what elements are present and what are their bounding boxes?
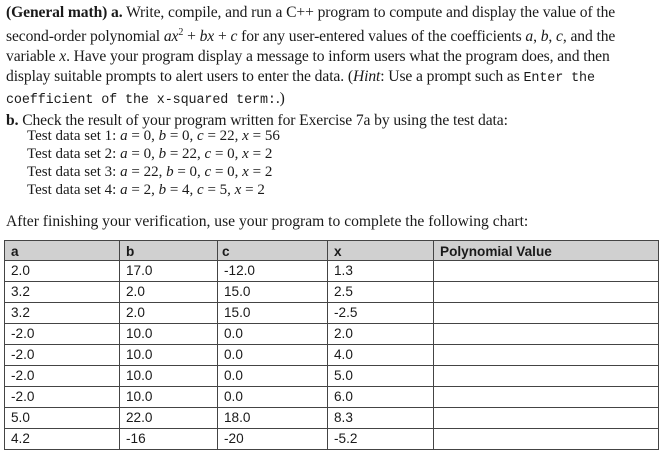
cell-b: 2.0 — [120, 282, 218, 303]
cell-c: 0.0 — [218, 387, 328, 408]
part-a-text-5: : Use a prompt such as — [380, 68, 520, 86]
cell-a: -2.0 — [5, 324, 120, 345]
part-a-text-6: .) — [275, 90, 285, 108]
cell-a: 2.0 — [5, 261, 120, 282]
table-row — [5, 261, 659, 282]
prompt-code: Enter the coefficient of the x-squared term: — [6, 71, 595, 109]
chart-instruction: After finishing your verification, use your program to complete the following chart: — [6, 213, 529, 230]
table-row — [5, 324, 659, 345]
cell-x: 6.0 — [328, 387, 434, 408]
table-row — [5, 282, 659, 303]
cell-polynomial-value — [434, 408, 659, 429]
cell-polynomial-value — [434, 324, 659, 345]
cell-x: -2.5 — [328, 303, 434, 324]
test-data-set: Test data set 2: a = 0, b = 22, c = 0, x = 2 — [27, 146, 273, 162]
cell-b: 10.0 — [120, 345, 218, 366]
cell-c: 0.0 — [218, 366, 328, 387]
cell-b: -16 — [120, 429, 218, 450]
test-data-set: Test data set 1: a = 0, b = 0, c = 22, x = 56 — [27, 128, 280, 144]
cell-polynomial-value — [434, 282, 659, 303]
cell-x: 4.0 — [328, 345, 434, 366]
poly-exponent: 2 — [178, 27, 184, 38]
table-row — [5, 408, 659, 429]
cell-a: 4.2 — [5, 429, 120, 450]
table-row — [5, 303, 659, 324]
cell-a: -2.0 — [5, 345, 120, 366]
polynomial-chart — [4, 240, 659, 450]
cell-polynomial-value — [434, 429, 659, 450]
cell-polynomial-value — [434, 366, 659, 387]
cell-c: -20 — [218, 429, 328, 450]
poly-term-b: bx — [199, 28, 215, 46]
poly-plus-1: + — [187, 28, 196, 46]
table-row — [5, 366, 659, 387]
cell-c: 0.0 — [218, 324, 328, 345]
cell-x: 2.5 — [328, 282, 434, 303]
part-a-text-3: , and the variable — [6, 28, 616, 66]
cell-polynomial-value — [434, 261, 659, 282]
header-polynomial-value: Polynomial Value — [434, 241, 659, 261]
chart-header-row — [5, 241, 659, 261]
part-b-text: Check the result of your program written for Exercise 7a by using the test data: — [22, 112, 508, 130]
cell-c: 15.0 — [218, 303, 328, 324]
cell-b: 17.0 — [120, 261, 218, 282]
cell-x: 2.0 — [328, 324, 434, 345]
header-x: x — [328, 241, 434, 261]
exercise-paragraph — [6, 3, 656, 131]
comma-1: , — [533, 28, 537, 46]
cell-x: 5.0 — [328, 366, 434, 387]
cell-x: 8.3 — [328, 408, 434, 429]
test-data-list — [27, 127, 280, 199]
cell-b: 2.0 — [120, 303, 218, 324]
coef-c: c — [556, 28, 563, 46]
cell-a: -2.0 — [5, 366, 120, 387]
table-row — [5, 387, 659, 408]
cell-polynomial-value — [434, 303, 659, 324]
cell-a: 3.2 — [5, 303, 120, 324]
cell-x: 1.3 — [328, 261, 434, 282]
part-a-text-1: Write, compile, and run a C++ program to compute and display the value of the second-order polynomial — [6, 4, 616, 46]
coef-b: b — [540, 28, 549, 46]
poly-term-a: ax — [163, 28, 179, 46]
comma-2: , — [548, 28, 553, 46]
header-b: b — [120, 241, 218, 261]
cell-c: -12.0 — [218, 261, 328, 282]
coef-a: a — [525, 28, 534, 46]
poly-plus-2: + — [217, 28, 227, 46]
cell-c: 18.0 — [218, 408, 328, 429]
cell-b: 22.0 — [120, 408, 218, 429]
hint-label: Hint — [352, 68, 381, 86]
cell-x: -5.2 — [328, 429, 434, 450]
cell-polynomial-value — [434, 387, 659, 408]
cell-c: 0.0 — [218, 345, 328, 366]
cell-a: -2.0 — [5, 387, 120, 408]
header-a: a — [5, 241, 120, 261]
cell-b: 10.0 — [120, 366, 218, 387]
table-row — [5, 429, 659, 450]
variable-x: x — [59, 48, 67, 66]
cell-a: 3.2 — [5, 282, 120, 303]
cell-polynomial-value — [434, 345, 659, 366]
part-b-lead: b. — [6, 112, 19, 130]
cell-b: 10.0 — [120, 324, 218, 345]
part-a-lead: (General math) a. — [6, 4, 123, 21]
table-row — [5, 345, 659, 366]
cell-c: 15.0 — [218, 282, 328, 303]
cell-a: 5.0 — [5, 408, 120, 429]
test-data-set: Test data set 3: a = 22, b = 0, c = 0, x = 2 — [27, 164, 273, 180]
poly-term-c: c — [230, 28, 238, 46]
header-c: c — [218, 241, 328, 261]
test-data-set: Test data set 4: a = 2, b = 4, c = 5, x = 2 — [27, 182, 265, 198]
part-a-text-2: for any user-entered values of the coefficients — [241, 28, 522, 46]
part-a-text-4: . Have your program display a message to inform users what the program does, and then display suitable prompts to alert users to enter the data. ( — [6, 48, 610, 86]
cell-b: 10.0 — [120, 387, 218, 408]
